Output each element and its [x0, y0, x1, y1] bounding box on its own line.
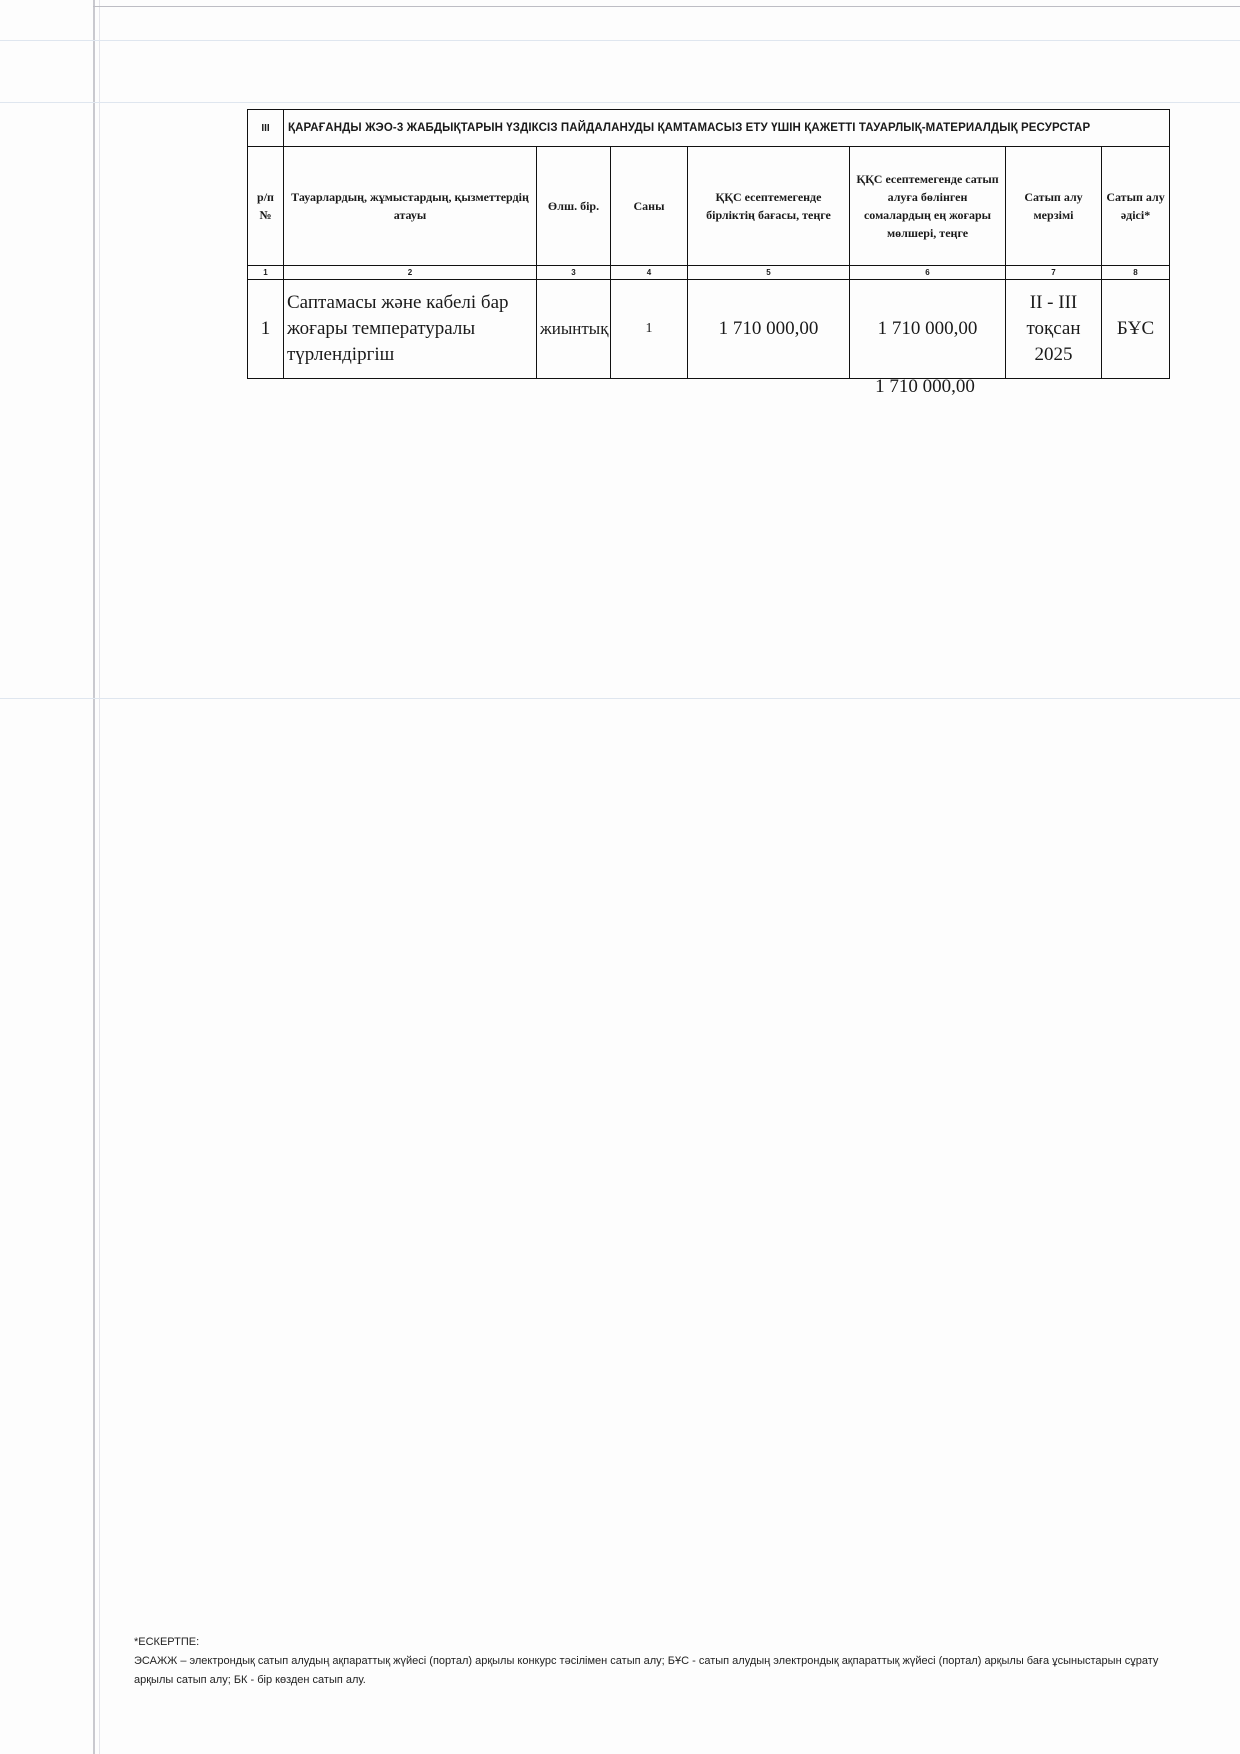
- row-max-amount: 1 710 000,00: [850, 280, 1006, 379]
- footnote-title: *ЕСКЕРТПЕ:: [134, 1636, 200, 1648]
- column-number: 5: [688, 266, 850, 280]
- column-number: 8: [1102, 266, 1170, 280]
- section-header-row: [248, 110, 1170, 147]
- section-title: ҚАРАҒАНДЫ ЖЭО-3 ЖАБДЫҚТАРЫН ҮЗДІКСІЗ ПАЙДАЛАНУДЫ ҚАМТАМАСЫЗ ЕТУ ҮШІН ҚАЖЕТТІ ТАУАРЛЫҚ-МАТЕРИАЛДЫҚ РЕСУРСТАР: [284, 110, 1170, 147]
- total-amount: 1 710 000,00: [875, 376, 975, 397]
- header-cell: [284, 147, 537, 266]
- section-number: III: [248, 110, 284, 147]
- column-number: 2: [284, 266, 537, 280]
- header-cell: [248, 147, 284, 266]
- header-unit-price: ҚҚС есептемегенде бірліктің бағасы, теңге: [706, 190, 831, 222]
- header-num: р/п №: [257, 190, 274, 222]
- row-num: 1: [248, 280, 284, 379]
- table-row: [248, 280, 1170, 379]
- page-edge: [93, 0, 95, 1754]
- row-qty: 1: [611, 280, 688, 379]
- scan-line: [0, 698, 1240, 699]
- header-cell: [1102, 147, 1170, 266]
- header-max-amount: ҚҚС есептемегенде сатып алуға бөлінген сомалардың ең жоғары мөлшері, теңге: [856, 172, 999, 240]
- header-cell: [850, 147, 1006, 266]
- row-unit-price: 1 710 000,00: [688, 280, 850, 379]
- header-qty: Саны: [633, 199, 665, 213]
- column-number: 1: [248, 266, 284, 280]
- procurement-table: [247, 109, 1170, 379]
- column-number: 3: [537, 266, 611, 280]
- row-method: БҰС: [1102, 280, 1170, 379]
- row-unit: жиынтық: [537, 280, 611, 379]
- header-cell: [688, 147, 850, 266]
- header-cell: [1006, 147, 1102, 266]
- header-unit: Өлш. бір.: [547, 199, 600, 213]
- header-period: Сатып алу мерзімі: [1024, 190, 1083, 222]
- page-edge-shadow: [99, 0, 100, 1754]
- header-cell: [537, 147, 611, 266]
- row-period: II - III тоқсан 2025: [1006, 280, 1102, 379]
- column-number: 6: [850, 266, 1006, 280]
- footnote: [134, 1633, 1194, 1690]
- column-number-row: [248, 266, 1170, 280]
- page-top-edge: [93, 6, 1240, 7]
- row-item-name: Саптамасы және кабелі бар жоғары температуралы түрлендіргіш: [284, 280, 537, 379]
- column-number: 4: [611, 266, 688, 280]
- scan-line: [0, 102, 1240, 103]
- footnote-text: ЭСАЖЖ – электрондық сатып алудың ақпараттық жүйесі (портал) арқылы конкурс тәсілімен сатып алу; БҰС - сатып алудың электрондық ақпараттық жүйесі (портал) арқылы баға ұсыныстарын сұрату арқылы сатып алу; БК - бір көзден сатып алу.: [134, 1655, 1159, 1686]
- table-header-row: [248, 147, 1170, 266]
- header-name: Тауарлардың, жұмыстардың, қызметтердің атауы: [291, 190, 529, 222]
- column-number: 7: [1006, 266, 1102, 280]
- header-method: Сатып алу әдісі*: [1106, 190, 1165, 222]
- scan-line: [0, 40, 1240, 41]
- header-cell: [611, 147, 688, 266]
